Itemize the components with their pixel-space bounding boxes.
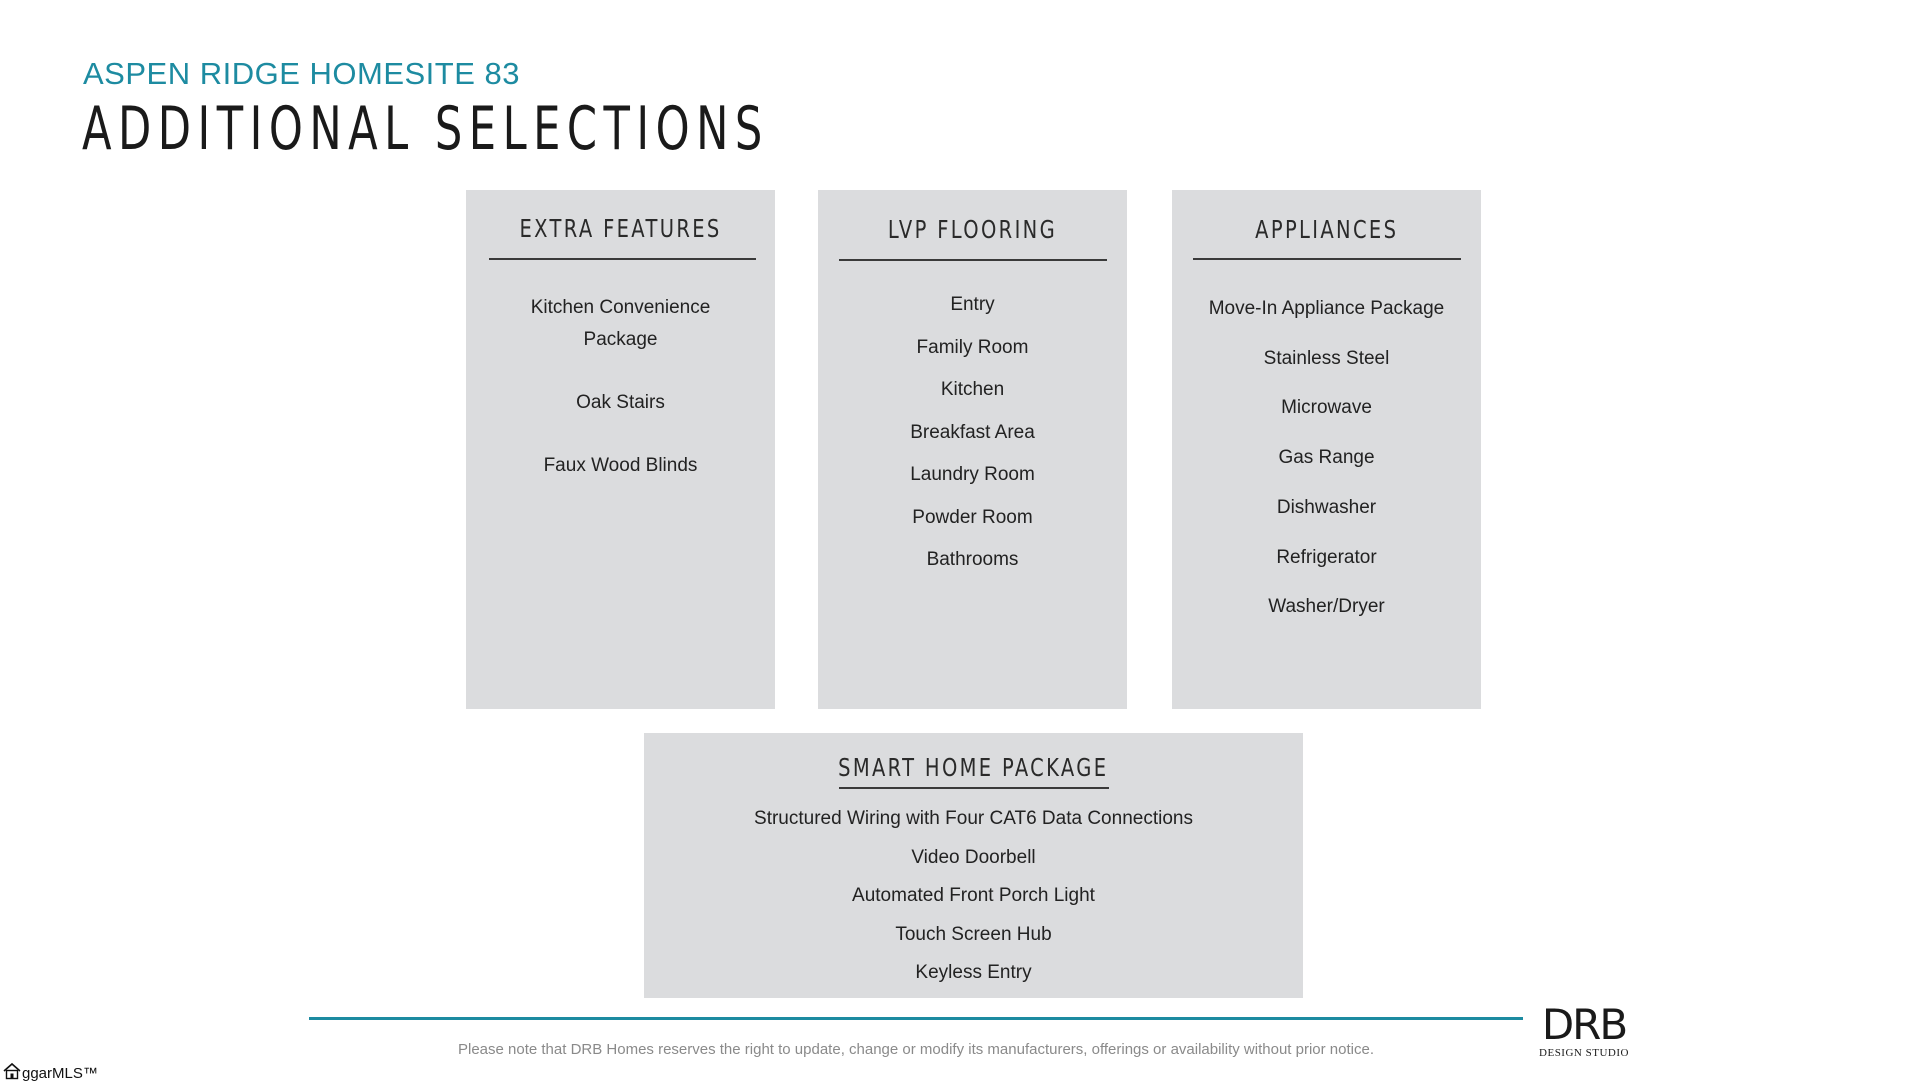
extra-features-divider — [489, 258, 756, 260]
list-item: Family Room — [916, 336, 1029, 358]
list-item: Refrigerator — [1276, 546, 1377, 568]
appliances-header — [1172, 215, 1481, 244]
house-icon — [2, 1062, 22, 1084]
list-item: Breakfast Area — [910, 421, 1035, 443]
smart-home-header — [644, 753, 1303, 782]
list-item: Video Doorbell — [911, 846, 1036, 868]
lvp-flooring-header — [818, 215, 1127, 244]
drb-design-studio-logo — [1536, 1000, 1632, 1061]
extra-features-title: EXTRA FEATURES — [519, 214, 722, 243]
appliances-list — [1172, 284, 1481, 632]
smart-home-title: SMART HOME PACKAGE — [838, 753, 1109, 782]
smart-home-divider — [839, 787, 1109, 789]
mls-watermark — [2, 1062, 98, 1084]
list-item: Entry — [950, 294, 995, 315]
footer-divider — [309, 1017, 1523, 1020]
appliances-divider — [1193, 258, 1461, 260]
smart-home-list — [644, 800, 1303, 993]
disclaimer-note: Please note that DRB Homes reserves the right to update, change or modify its manufacturers, offerings or availability without prior notice. — [457, 1041, 1374, 1058]
logo-subtext: DESIGN STUDIO — [1539, 1047, 1629, 1059]
lvp-flooring-title: LVP FLOORING — [887, 215, 1058, 244]
list-item: Kitchen — [940, 379, 1005, 400]
list-item: Kitchen Convenience Package — [530, 297, 711, 350]
logo-mark: DRB — [1541, 1000, 1627, 1049]
lvp-flooring-list — [818, 284, 1127, 582]
list-item: Dishwasher — [1276, 496, 1377, 518]
list-item: Keyless Entry — [915, 962, 1032, 984]
list-item: Automated Front Porch Light — [852, 885, 1095, 907]
list-item: Move-In Appliance Package — [1208, 298, 1445, 319]
list-item: Stainless Steel — [1263, 347, 1390, 369]
list-item: Washer/Dryer — [1268, 596, 1385, 618]
appliances-title: APPLIANCES — [1254, 215, 1399, 244]
homesite-subtitle: ASPEN RIDGE HOMESITE 83 — [83, 56, 520, 91]
watermark-text: ggarMLS™ — [22, 1064, 98, 1082]
appliances-card — [1172, 190, 1481, 709]
smart-home-package-card — [644, 733, 1303, 998]
extra-features-card — [466, 190, 775, 709]
list-item: Touch Screen Hub — [895, 923, 1052, 945]
page-title: ADDITIONAL SELECTIONS — [82, 94, 769, 164]
list-item: Oak Stairs — [576, 392, 665, 413]
lvp-flooring-divider — [839, 259, 1107, 261]
list-item: Microwave — [1281, 397, 1372, 419]
list-item: Faux Wood Blinds — [543, 455, 698, 476]
extra-features-header — [466, 214, 775, 243]
list-item: Laundry Room — [910, 464, 1035, 485]
lvp-flooring-card — [818, 190, 1127, 709]
extra-features-list — [466, 292, 775, 513]
list-item: Bathrooms — [926, 549, 1019, 570]
list-item: Gas Range — [1278, 447, 1375, 469]
list-item: Powder Room — [912, 506, 1033, 528]
list-item: Structured Wiring with Four CAT6 Data Connections — [754, 808, 1193, 829]
